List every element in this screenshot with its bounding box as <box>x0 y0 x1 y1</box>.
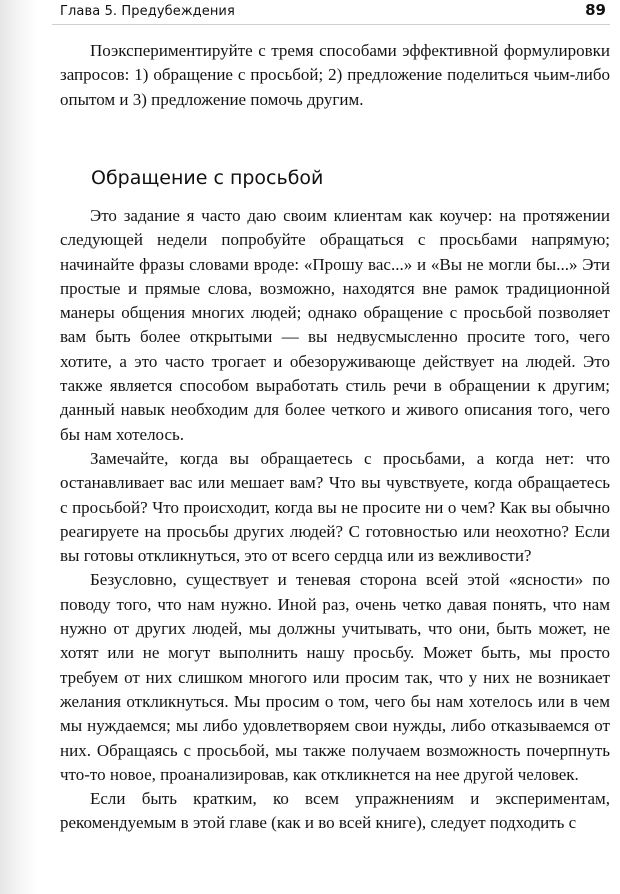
body-paragraph-3: Безусловно, существует и теневая сторона всей этой «ясности» по поводу того, что нам нужно. Иной раз, очень четко давая понять, что нам нужно от других людей, мы должны учитывать, что они, быть может, не хотят или не могут выполнить нашу просьбу. Может быть, мы просто требуем от них слишком многого или просим так, что у них не возникает желания откликнуться. Мы просим о том, чего бы нам хотелось или в чем мы нуждаемся; мы либо удовлетворяем свои нужды, либо отказываемся от них. Обращаясь с просьбой, мы также получаем возможность почерпнуть что-то новое, проанализировав, как откликнется на нее другой человек. <box>60 570 610 784</box>
section-body <box>60 204 610 836</box>
running-head: Глава 5. Предубеждения <box>60 4 235 19</box>
header-rule <box>52 24 610 25</box>
body-paragraph-2: Замечайте, когда вы обращаетесь с просьбами, а когда нет: что останавливает вас или мешает вам? Что вы чувствуете, когда обращаетесь с просьбой? Что происходит, когда вы не просите ни о чем? Как вы обычно реагируете на просьбы других людей? С готовностью или неохотно? Если вы готовы откликнуться, это от всего сердца или из вежливости? <box>60 448 610 566</box>
intro-block <box>60 39 610 112</box>
body-paragraph-1: Это задание я часто даю своим клиентам как коучер: на протяжении следующей недели попробуйте обращаться с просьбами напрямую; начинайте фразы словами вроде: «Прошу вас...» и «Вы не могли бы...» Эти простые и прямые слова, возможно, находятся вне рамок традиционной манеры общения многих людей; однако обращение с просьбой позволяет вам быть более открытыми — вы недвусмысленно просите того, чего хотите, а это часто трогает и обезоруживающе действует на людей. Это также является способом выработать стиль речи в обращении к другим; данный навык необходим для более четкого и живого описания того, чего бы нам хотелось. <box>60 206 610 444</box>
body-paragraph-4: Если быть кратким, ко всем упражнениям и экспериментам, рекомендуемым в этой главе (как и во всей книге), следует подходить с <box>60 789 610 833</box>
page-number: 89 <box>585 1 606 19</box>
intro-paragraph: Поэкспериментируйте с тремя способами эффективной формулировки запросов: 1) обращение с просьбой; 2) предложение поделиться чьим-либо опытом и 3) предложение помочь другим. <box>60 41 610 109</box>
section-heading: Обращение с просьбой <box>91 167 324 189</box>
